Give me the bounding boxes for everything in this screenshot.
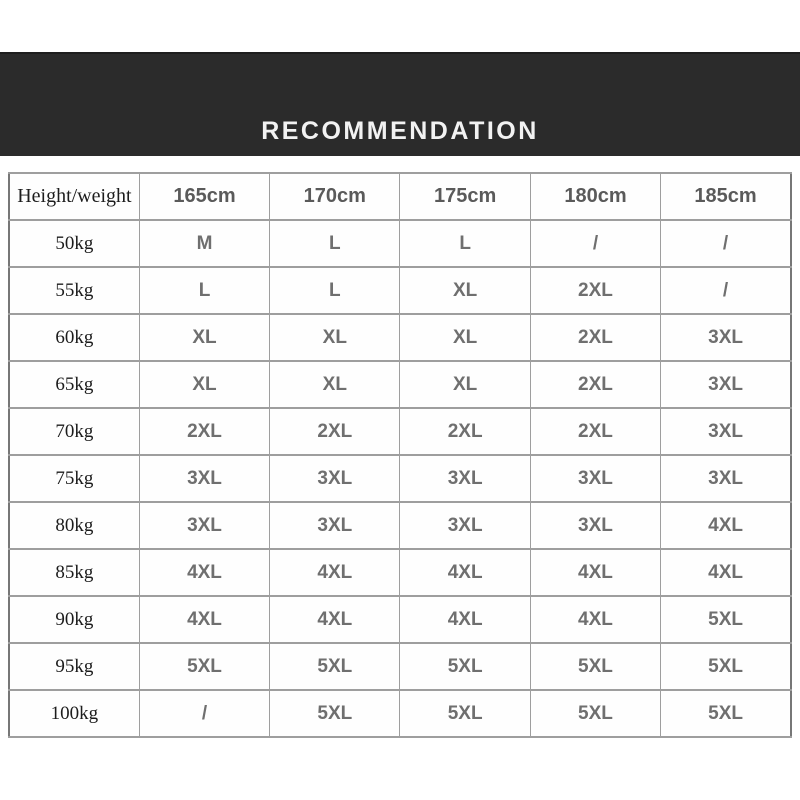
size-cell: 4XL [139, 549, 269, 596]
table-row [9, 455, 791, 502]
size-cell: 5XL [661, 690, 791, 737]
size-cell: 3XL [270, 502, 400, 549]
size-cell: / [530, 220, 660, 267]
size-cell: 4XL [661, 549, 791, 596]
size-cell: XL [139, 314, 269, 361]
size-cell: 2XL [530, 267, 660, 314]
size-cell: 3XL [400, 502, 530, 549]
size-cell: / [661, 267, 791, 314]
size-cell: 3XL [661, 455, 791, 502]
size-cell: 3XL [661, 361, 791, 408]
weight-label: 90kg [9, 596, 139, 643]
height-column-header: 175cm [400, 173, 530, 220]
table-row [9, 596, 791, 643]
corner-label: Height/weight [9, 173, 139, 220]
size-cell: 2XL [139, 408, 269, 455]
size-cell: L [139, 267, 269, 314]
size-cell: 4XL [400, 596, 530, 643]
size-cell: 5XL [661, 596, 791, 643]
size-cell: 4XL [270, 596, 400, 643]
height-column-header: 180cm [530, 173, 660, 220]
weight-label: 70kg [9, 408, 139, 455]
size-cell: 3XL [530, 502, 660, 549]
table-row [9, 267, 791, 314]
size-cell: XL [400, 267, 530, 314]
size-cell: 2XL [400, 408, 530, 455]
height-column-header: 185cm [661, 173, 791, 220]
size-chart-body [9, 173, 791, 737]
size-cell: 4XL [270, 549, 400, 596]
size-cell: 5XL [139, 643, 269, 690]
size-cell: 5XL [400, 643, 530, 690]
size-cell: 4XL [661, 502, 791, 549]
size-cell: L [270, 220, 400, 267]
size-cell: XL [400, 361, 530, 408]
size-cell: 3XL [400, 455, 530, 502]
table-row [9, 220, 791, 267]
size-cell: 5XL [400, 690, 530, 737]
table-row [9, 690, 791, 737]
banner-title: RECOMMENDATION [261, 117, 539, 145]
size-cell: / [139, 690, 269, 737]
size-cell: 4XL [530, 549, 660, 596]
weight-label: 65kg [9, 361, 139, 408]
weight-label: 100kg [9, 690, 139, 737]
size-cell: 3XL [530, 455, 660, 502]
weight-label: 80kg [9, 502, 139, 549]
header-row [9, 173, 791, 220]
size-cell: XL [400, 314, 530, 361]
size-cell: 4XL [530, 596, 660, 643]
size-cell: 4XL [400, 549, 530, 596]
size-cell: 2XL [270, 408, 400, 455]
size-cell: L [270, 267, 400, 314]
size-cell: 2XL [530, 314, 660, 361]
size-cell: 3XL [661, 314, 791, 361]
size-cell: 5XL [661, 643, 791, 690]
size-cell: 5XL [270, 643, 400, 690]
weight-label: 85kg [9, 549, 139, 596]
size-chart-table [8, 172, 792, 738]
weight-label: 60kg [9, 314, 139, 361]
size-cell: 2XL [530, 361, 660, 408]
size-cell: 5XL [530, 643, 660, 690]
weight-label: 95kg [9, 643, 139, 690]
table-row [9, 643, 791, 690]
size-cell: 5XL [530, 690, 660, 737]
size-cell: 5XL [270, 690, 400, 737]
size-cell: M [139, 220, 269, 267]
recommendation-banner [0, 52, 800, 156]
size-cell: 3XL [139, 502, 269, 549]
table-row [9, 408, 791, 455]
table-row [9, 549, 791, 596]
size-cell: L [400, 220, 530, 267]
size-cell: 2XL [530, 408, 660, 455]
size-cell: XL [139, 361, 269, 408]
size-cell: 3XL [139, 455, 269, 502]
size-cell: / [661, 220, 791, 267]
weight-label: 50kg [9, 220, 139, 267]
size-cell: 4XL [139, 596, 269, 643]
height-column-header: 170cm [270, 173, 400, 220]
size-cell: XL [270, 314, 400, 361]
table-row [9, 502, 791, 549]
height-column-header: 165cm [139, 173, 269, 220]
size-cell: 3XL [270, 455, 400, 502]
table-row [9, 361, 791, 408]
weight-label: 55kg [9, 267, 139, 314]
size-cell: 3XL [661, 408, 791, 455]
weight-label: 75kg [9, 455, 139, 502]
table-row [9, 314, 791, 361]
size-cell: XL [270, 361, 400, 408]
